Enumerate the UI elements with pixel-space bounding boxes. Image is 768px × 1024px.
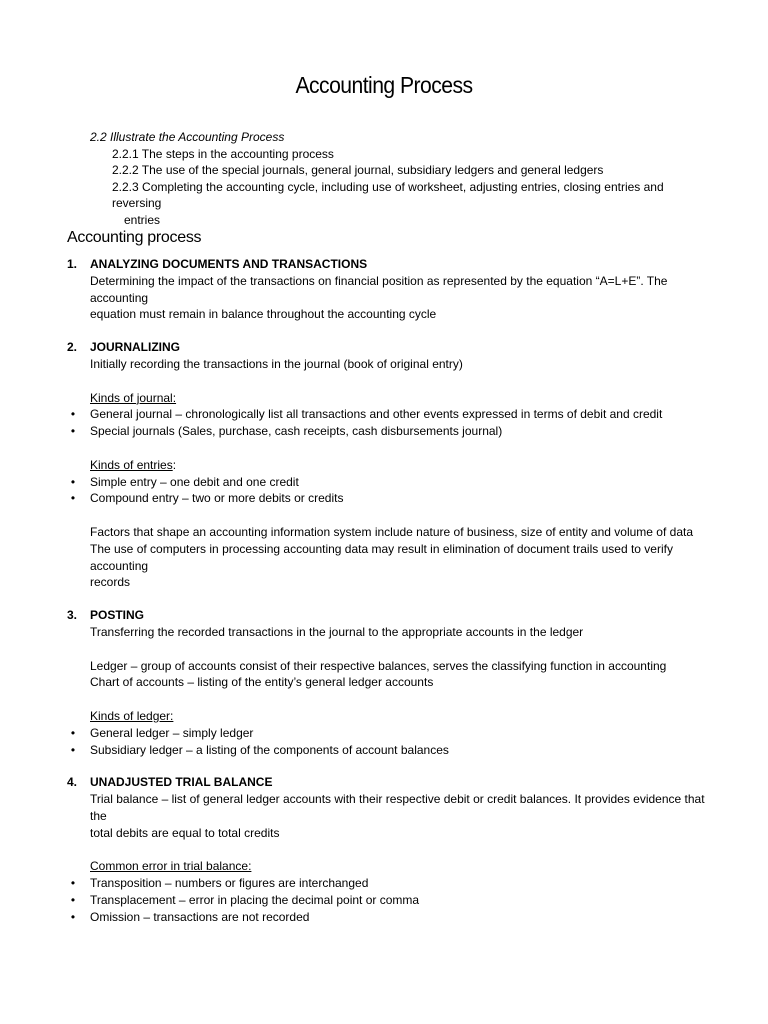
step-number: 1. (67, 257, 78, 271)
section-heading: Accounting process (67, 229, 202, 246)
step-body-line: equation must remain in balance throughout the accounting cycle (90, 307, 437, 322)
paragraph-line: Factors that shape an accounting information system include nature of business, size of entity and volume of data (90, 524, 694, 539)
step-posting (67, 607, 707, 725)
paragraph-line: records (90, 575, 131, 590)
bullet-icon: • (70, 742, 76, 757)
objective-main: 2.2 Illustrate the Accounting Process (90, 130, 285, 144)
list-item (67, 875, 707, 892)
list-item (67, 423, 707, 440)
objective-item-continuation: entries (124, 212, 161, 227)
list-item (67, 725, 707, 742)
bullet-icon: • (70, 491, 76, 506)
list-item-text: General journal – chronologically list all transactions and other events expressed in terms of debit and credit (90, 407, 663, 422)
list-item-text: Transplacement – error in placing the decimal point or comma (90, 892, 420, 907)
objective-item: 2.2.3 Completing the accounting cycle, including use of worksheet, adjusting entries, closing entries and reversing (112, 179, 664, 210)
step-title: UNADJUSTED TRIAL BALANCE (90, 775, 273, 790)
step-body-line: total debits are equal to total credits (90, 825, 280, 840)
bullet-icon: • (70, 474, 76, 489)
bullet-icon: • (70, 407, 76, 422)
step-title: JOURNALIZING (90, 340, 180, 355)
step-title: POSTING (90, 608, 145, 623)
bullet-icon: • (70, 876, 76, 891)
step-analyzing (67, 256, 707, 323)
step-body-line: Determining the impact of the transactions on financial position as represented by the equation “A=L+E”. The accounting (90, 273, 668, 305)
step-number: 3. (67, 608, 78, 623)
list-item (67, 490, 707, 507)
list-item (67, 892, 707, 909)
definition-line: Chart of accounts – listing of the entity’s general ledger accounts (90, 675, 434, 690)
list-item (67, 742, 707, 759)
step-number: 4. (67, 775, 78, 790)
learning-objectives (90, 129, 710, 228)
step-title: ANALYZING DOCUMENTS AND TRANSACTIONS (90, 257, 368, 271)
step-journalizing (67, 339, 707, 406)
bullet-icon: • (70, 909, 76, 924)
step-unadjusted-trial-balance (67, 774, 707, 875)
list-item-text: Transposition – numbers or figures are interchanged (90, 876, 369, 891)
step-number: 2. (67, 340, 78, 355)
objective-item: 2.2.1 The steps in the accounting process (112, 146, 334, 161)
list-item-text: Compound entry – two or more debits or credits (90, 491, 344, 506)
common-error-label: Common error in trial balance: (90, 859, 252, 874)
definition-line: Ledger – group of accounts consist of their respective balances, serves the classifying function in accounting (90, 658, 667, 673)
kinds-of-entries-label: Kinds of entries (90, 457, 173, 472)
page-title: Accounting Process (295, 72, 473, 98)
kinds-of-journal-label: Kinds of journal: (90, 390, 177, 405)
bullet-icon: • (70, 892, 76, 907)
step-body-line: Trial balance – list of general ledger accounts with their respective debit or credit balances. It provides evidence that the (90, 792, 705, 823)
list-item-text: Simple entry – one debit and one credit (90, 474, 299, 489)
objective-item: 2.2.2 The use of the special journals, general journal, subsidiary ledgers and general ledgers (112, 163, 604, 177)
kinds-of-ledger-label: Kinds of ledger: (90, 708, 174, 723)
factors-block (67, 507, 707, 591)
steps-list (67, 256, 707, 925)
list-item-text: Omission – transactions are not recorded (90, 909, 310, 924)
step-body-line: Initially recording the transactions in the journal (book of original entry) (90, 356, 463, 371)
bullet-icon: • (70, 424, 76, 439)
kinds-of-entries-label-line (90, 457, 707, 474)
list-item (67, 406, 707, 423)
list-item-text: Subsidiary ledger – a listing of the components of account balances (90, 742, 449, 757)
paragraph-line: The use of computers in processing accounting data may result in elimination of document trails used to verify accounting (90, 541, 673, 573)
kinds-of-entries-block (67, 440, 707, 474)
list-item-text: General ledger – simply ledger (90, 725, 254, 740)
label-colon: : (172, 457, 177, 472)
list-item (67, 474, 707, 491)
list-item-text: Special journals (Sales, purchase, cash receipts, cash disbursements journal) (90, 424, 503, 439)
list-item (67, 909, 707, 926)
bullet-icon: • (70, 725, 76, 740)
step-body-line: Transferring the recorded transactions in the journal to the appropriate accounts in the ledger (90, 624, 584, 639)
